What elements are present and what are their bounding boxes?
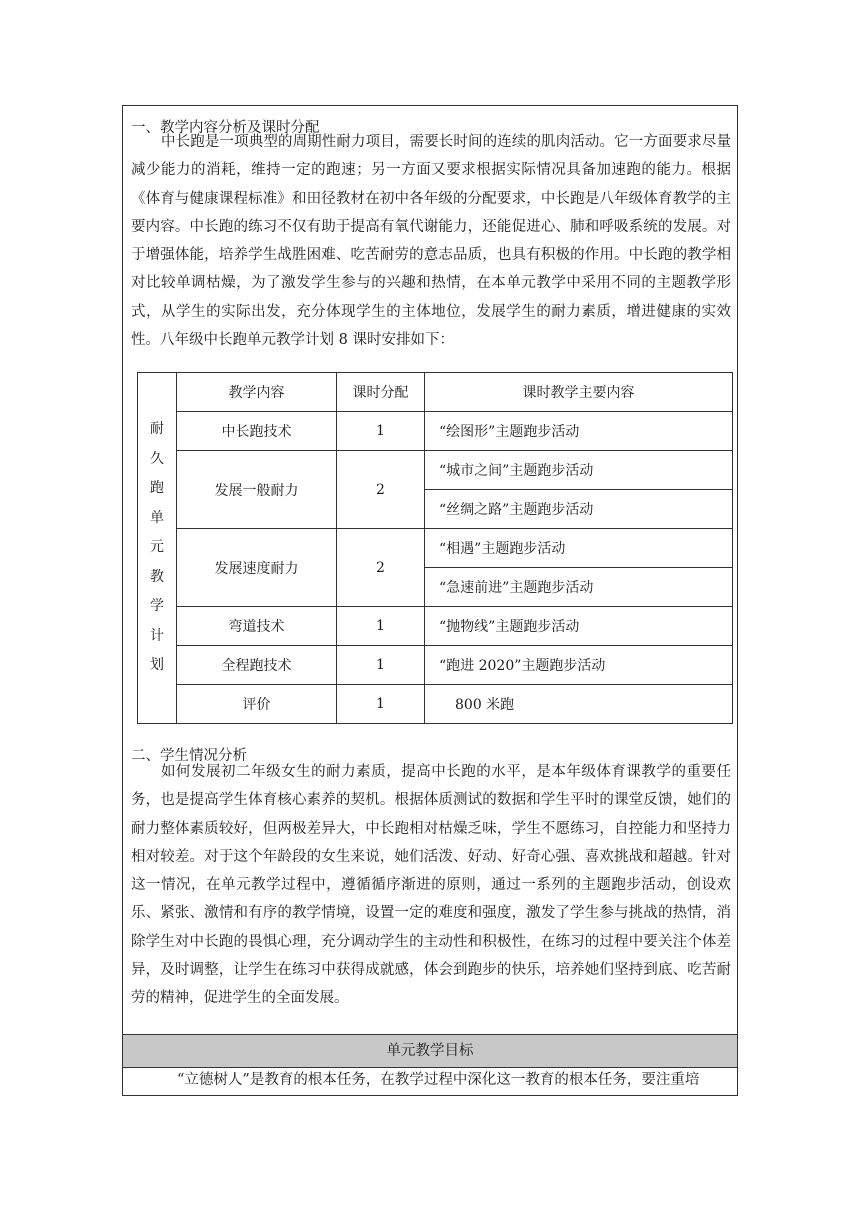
side-label-char: 久 bbox=[150, 450, 164, 467]
side-label-char: 元 bbox=[150, 539, 164, 556]
row-hours: 2 bbox=[337, 451, 425, 529]
row-content: 发展一般耐力 bbox=[177, 451, 337, 529]
section1-paragraph: 中长跑是一项典型的周期性耐力项目，需要长时间的连续的肌肉活动。它一方面要求尽量减少能力的消耗，维持一定的跑速；另一方面又要求根据实际情况具备加速跑的能力。根据《体育与健康课程标准》和田径教材在初中各年级的分配要求，中长跑是八年级体育教学的主要内容。中长跑的练习不仅有助于提高有氧代谢能力，还能促进心、肺和呼吸系统的发展。对于增强体能，培养学生战胜困难、吃苦耐劳的意志品质，也具有积极的作用。中长跑的教学相对比较单调枯燥，为了激发学生参与的兴趣和热情，在本单元教学中采用不同的主题教学形式，从学生的实际出发，充分体现学生的主体地位，发展学生的耐力素质，增进健康的实效性。八年级中长跑单元教学计划 8 课时安排如下： bbox=[131, 134, 731, 349]
section2-paragraph: 如何发展初二年级女生的耐力素质，提高中长跑的水平，是本年级体育课教学的重要任务，也是提高学生体育核心素养的契机。根据体质测试的数据和学生平时的课堂反馈，她们的耐力整体素质较好，但两极差异大，中长跑相对枯燥乏味，学生不愿练习，自控能力和坚持力相对较差。对于这个年龄段的女生来说，她们活泼、好动、好奇心强、喜欢挑战和超越。针对这一情况，在单元教学过程中，遵循循序渐进的原则，通过一系列的主题跑步活动，创设欢乐、紧张、激情和有序的教学情境，设置一定的难度和强度，激发了学生参与挑战的热情，消除学生对中长跑的畏惧心理，充分调动学生的主动性和积极性，在练习的过程中要关注个体差异，及时调整，让学生在练习中获得成就感，体会到跑步的快乐，培养她们坚持到底、吃苦耐劳的精神，促进学生的全面发展。 bbox=[131, 764, 731, 1007]
section2-heading: 二、学生情况分析 bbox=[131, 748, 247, 764]
header-hours: 课时分配 bbox=[337, 373, 425, 412]
side-label-char: 计 bbox=[150, 627, 164, 644]
content-frame bbox=[122, 105, 738, 1096]
header-content: 教学内容 bbox=[177, 373, 337, 412]
row-content: 中长跑技术 bbox=[177, 412, 337, 451]
section1-heading: 一、教学内容分析及课时分配 bbox=[131, 120, 320, 136]
side-label-char: 耐 bbox=[150, 421, 164, 438]
plan-side-label bbox=[138, 373, 177, 724]
table-row bbox=[138, 646, 733, 685]
table-row bbox=[138, 607, 733, 646]
row-hours: 1 bbox=[337, 412, 425, 451]
row-detail: “绘图形”主题跑步活动 bbox=[425, 412, 733, 451]
table-row bbox=[138, 685, 733, 724]
unit-plan-table bbox=[137, 372, 733, 724]
row-detail: 800 米跑 bbox=[425, 685, 733, 724]
side-label-char: 划 bbox=[150, 657, 164, 674]
row-content: 发展速度耐力 bbox=[177, 529, 337, 607]
row-detail: “急速前进”主题跑步活动 bbox=[425, 568, 733, 607]
row-hours: 1 bbox=[337, 607, 425, 646]
row-detail: “抛物线”主题跑步活动 bbox=[425, 607, 733, 646]
row-detail: “丝绸之路”主题跑步活动 bbox=[425, 490, 733, 529]
row-content: 弯道技术 bbox=[177, 607, 337, 646]
section3-heading: 单元教学目标 bbox=[123, 1034, 737, 1068]
header-details: 课时教学主要内容 bbox=[425, 373, 733, 412]
side-label-char: 单 bbox=[150, 509, 164, 526]
row-detail: “城市之间”主题跑步活动 bbox=[425, 451, 733, 490]
row-detail: “跑进 2020”主题跑步活动 bbox=[425, 646, 733, 685]
side-label-char: 教 bbox=[150, 568, 164, 585]
row-hours: 1 bbox=[337, 685, 425, 724]
row-content: 评价 bbox=[177, 685, 337, 724]
row-hours: 2 bbox=[337, 529, 425, 607]
table-row bbox=[138, 529, 733, 568]
table-row bbox=[138, 451, 733, 490]
side-label-char: 跑 bbox=[150, 480, 164, 497]
table-row bbox=[138, 412, 733, 451]
row-detail: “相遇”主题跑步活动 bbox=[425, 529, 733, 568]
side-label-char: 学 bbox=[150, 598, 164, 615]
row-hours: 1 bbox=[337, 646, 425, 685]
section3-paragraph: “立德树人”是教育的根本任务，在教学过程中深化这一教育的根本任务，要注重培 bbox=[177, 1072, 700, 1088]
row-content: 全程跑技术 bbox=[177, 646, 337, 685]
